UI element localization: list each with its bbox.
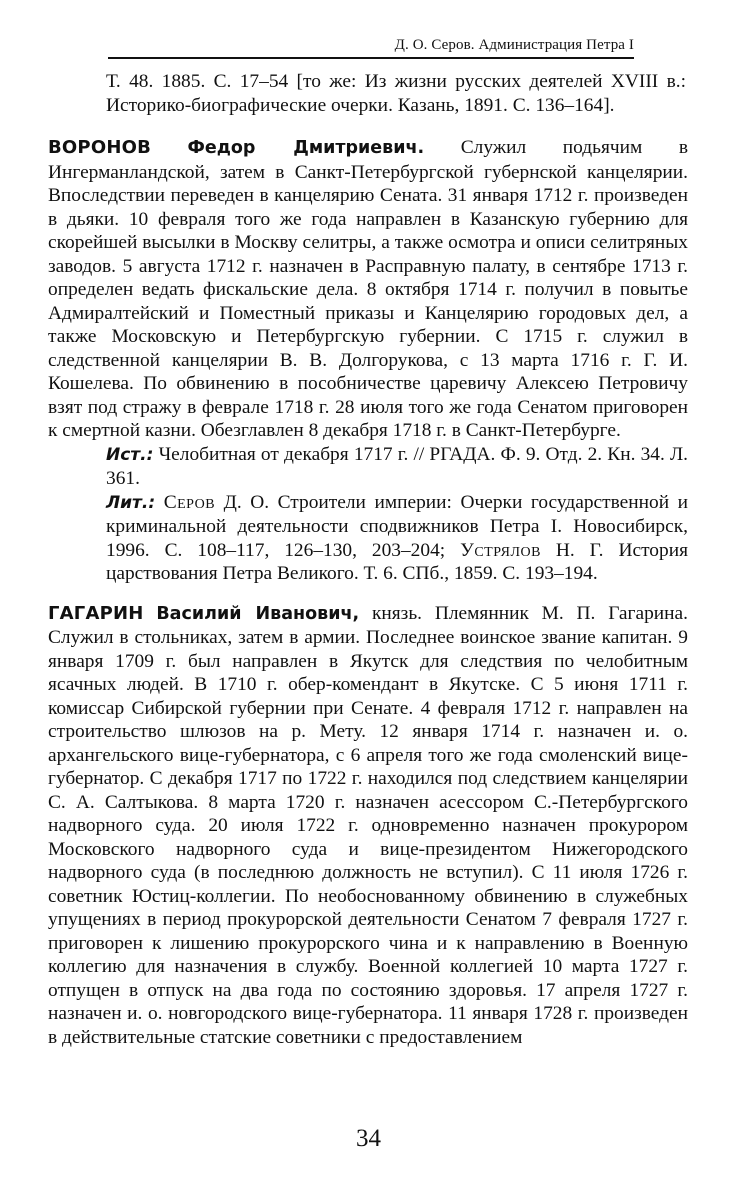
entry-body: Служил подьячим в Ингерманландской, затем в Санкт-Петербургской губернской канцелярии. Впоследствии переведен в канцелярию Сената. 31 января 1712 г. произведен в дьяки. 10 февраля того же года направлен в Казанскую губернию для скорейшей высылки в Москву селитры, а также осмотра и описи селитряных заводов. 5 августа 1712 г. назначен в Расправную палату, в сентябре 1713 г. определен ведать фискальские дела. 8 октября 1714 г. получил в повытье Адмиралтейский и Поместный приказы и Канцелярию городовых дел, а также Московскую и Петербургскую губернии. С 1715 г. служил в следственной канцелярии В. В. Долгорукова, с 13 марта 1716 г. Г. И. Кошелева. По обвинению в пособничестве царевичу Алексею Петровичу взят под стражу в феврале 1718 г. 28 июля того же года Сенатом приговорен к смертной казни. Обезглавлен 8 декабря 1718 г. в Санкт-Петербурге. bbox=[48, 137, 688, 441]
entry-gagarin bbox=[48, 602, 688, 1050]
continuation-text: Т. 48. 1885. С. 17–54 [то же: Из жизни русских деятелей XVIII в.: Историко-биографические очерки. Казань, 1891. С. 136–164]. bbox=[106, 71, 686, 116]
literature-label: Лит.: bbox=[106, 492, 156, 513]
literature-line bbox=[48, 491, 688, 586]
entry-surname: ВОРОНОВ bbox=[48, 137, 152, 158]
header-rule bbox=[108, 57, 634, 59]
literature-author: Устрялов bbox=[460, 539, 541, 561]
literature-text: Д. О. Строители империи: Очерки государственной и криминальной деятельности сподвижников Петра I. Новосибирск, 1996. С. 108–117, 126–130, 203–204; bbox=[106, 491, 688, 561]
sources-label: Ист.: bbox=[106, 444, 154, 465]
entry-text bbox=[48, 136, 688, 443]
page-number: 34 bbox=[356, 1125, 381, 1152]
entry-body: Племянник М. П. Гагарина. Служил в стольниках, затем в армии. Последнее воинское звание капитан. 9 января 1709 г. был направлен в Якутск для следствия по челобитным ясачных людей. В 1710 г. обер-комендант в Якутске. С 5 июня 1711 г. комиссар Сибирской губернии при Сенате. 4 февраля 1712 г. направлен на строительство шлюзов на р. Мету. 12 января 1714 г. назначен и. о. архангельского вице-губернатора, с 6 апреля того же года смоленский вице-губернатор. С декабря 1717 по 1722 г. находился под следствием канцелярии С. А. Салтыкова. 8 марта 1720 г. назначен асессором С.-Петербургского надворного суда. 20 июля 1722 г. одновременно назначен прокурором Московского надворного суда и вице-президентом Нижегородского надворного суда (в последнюю должность не вступил). С 11 июля 1726 г. советник Юстиц-коллегии. По необоснованному обвинению в служебных упущениях в период прокурорской деятельности Сенатом 7 февраля 1727 г. приговорен к лишению прокурорского чина и к направлению в Военную коллегию для назначения в службу. Военной коллегией 10 марта 1727 г. отпущен в отпуск на два года по состоянию здоровья. 17 апреля 1727 г. назначен и. о. новгородского вице-губернатора. 11 января 1728 г. произведен в действительные статские советники с предоставлением bbox=[48, 602, 689, 1048]
entry-voronov bbox=[48, 136, 688, 586]
entry-surname: ГАГАРИН bbox=[48, 602, 144, 624]
literature-author: Серов bbox=[163, 491, 216, 513]
page-body bbox=[48, 70, 688, 1049]
sources-text: Челобитная от декабря 1717 г. // РГАДА. Ф. 9. Отд. 2. Кн. 34. Л. 361. bbox=[106, 443, 688, 489]
running-head: Д. О. Серов. Администрация Петра I bbox=[394, 37, 634, 53]
entry-title-suffix: князь. bbox=[359, 602, 423, 624]
entry-given-names: Федор Дмитриевич. bbox=[187, 138, 425, 158]
entry-text bbox=[48, 602, 688, 1050]
literature-text: Н. Г. История царствования Петра Великого. Т. 6. СПб., 1859. С. 193–194. bbox=[106, 539, 688, 584]
entry-given-names: Василий Иванович, bbox=[156, 603, 360, 624]
sources-line bbox=[48, 443, 688, 491]
